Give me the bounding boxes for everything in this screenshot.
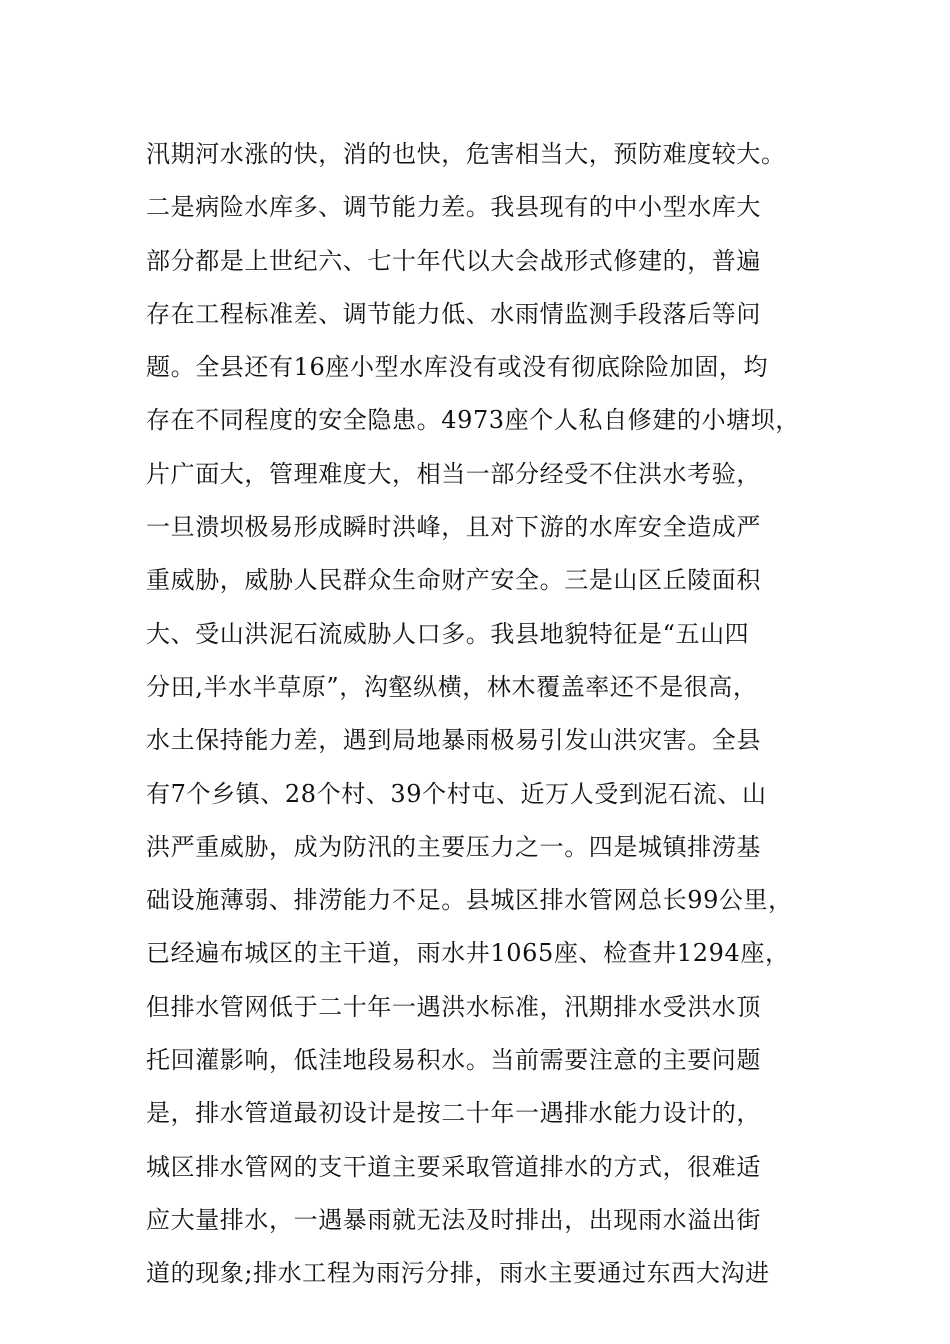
text-line: 汛期河水涨的快，消的也快，危害相当大，预防难度较大。 (146, 140, 786, 168)
text-line: 题。全县还有16座小型水库没有或没有彻底除险加固，均 (146, 353, 769, 382)
text-line: 应大量排水，一遇暴雨就无法及时排出，出现雨水溢出街 (146, 1205, 761, 1234)
text-line: 部分都是上世纪六、七十年代以大会战形式修建的，普遍 (146, 246, 761, 275)
text-line: 水土保持能力差，遇到局地暴雨极易引发山洪灾害。全县 (146, 726, 761, 755)
text-line: 是，排水管道最初设计是按二十年一遇排水能力设计的， (146, 1099, 761, 1128)
text-line: 道的现象;排水工程为雨污分排，雨水主要通过东西大沟进 (146, 1259, 770, 1288)
text-line: 存在工程标准差、调节能力低、水雨情监测手段落后等问 (146, 299, 761, 328)
text-line: 托回灌影响，低洼地段易积水。当前需要注意的主要问题 (146, 1046, 761, 1075)
text-line: 城区排水管网的支干道主要采取管道排水的方式，很难适 (146, 1152, 761, 1181)
text-line: 一旦溃坝极易形成瞬时洪峰，且对下游的水库安全造成严 (146, 513, 761, 542)
text-line: 存在不同程度的安全隐患。4973座个人私自修建的小塘坝， (146, 406, 800, 435)
text-line: 二是病险水库多、调节能力差。我县现有的中小型水库大 (146, 193, 761, 222)
text-line: 已经遍布城区的主干道，雨水井1065座、检查井1294座， (146, 939, 790, 968)
text-line: 有7个乡镇、28个村、39个村屯、近万人受到泥石流、山 (146, 779, 767, 808)
text-line: 重威胁，威胁人民群众生命财产安全。三是山区丘陵面积 (146, 566, 761, 595)
text-line: 片广面大，管理难度大，相当一部分经受不住洪水考验， (146, 459, 761, 488)
text-line: 大、受山洪泥石流威胁人口多。我县地貌特征是“五山四 (146, 619, 750, 648)
body-text (146, 128, 816, 1301)
text-line: 分田,半水半草原”，沟壑纵横，林木覆盖率还不是很高， (146, 672, 758, 701)
text-line: 但排水管网低于二十年一遇洪水标准，汛期排水受洪水顶 (146, 992, 761, 1021)
text-line: 础设施薄弱、排涝能力不足。县城区排水管网总长99公里， (146, 886, 793, 915)
text-line: 洪严重威胁，成为防汛的主要压力之一。四是城镇排涝基 (146, 832, 761, 861)
